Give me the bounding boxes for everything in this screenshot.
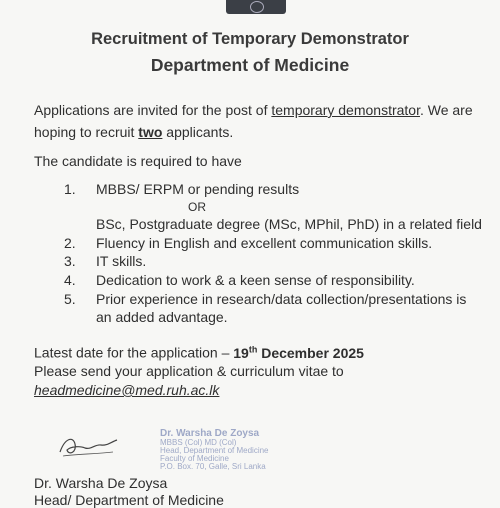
list-item: an added advantage. [96, 309, 228, 325]
intro-paragraph: Applications are invited for the post of temporary demonstrator. We are hoping to recruit two applicants. [34, 102, 473, 140]
signature-icon [55, 430, 125, 460]
applicant-count: two [138, 124, 163, 140]
requirements-heading: The candidate is required to have [34, 153, 242, 169]
list-number: 1. [64, 181, 76, 197]
send-instructions: Please send your application & curriculum vitae to [34, 363, 344, 379]
list-item: Prior experience in research/data collection/presentations is [96, 291, 467, 307]
post-name: temporary demonstrator [271, 102, 420, 118]
official-stamp: Dr. Warsha De Zoysa MBBS (Col) MD (Col) Head, Department of Medicine Faculty of Medicine P.O. Box. 70, Galle, Sri Lanka [160, 428, 269, 471]
emblem-icon [250, 1, 264, 13]
list-item: BSc, Postgraduate degree (MSc, MPhil, PhD) in a related field [96, 216, 482, 232]
department-title: Department of Medicine [150, 55, 350, 75]
list-item: Fluency in English and excellent communication skills. [96, 235, 433, 251]
list-item: MBBS/ ERPM or pending results [96, 181, 300, 197]
signatory-title: Head/ Department of Medicine [34, 492, 224, 508]
university-logo [226, 0, 286, 14]
list-number: 4. [64, 272, 76, 288]
page-title: Recruitment of Temporary Demonstrator [91, 30, 409, 48]
list-item: IT skills. [96, 253, 147, 269]
list-number: 3. [64, 253, 76, 269]
list-number: 5. [64, 291, 76, 307]
application-deadline: Latest date for the application – 19th December 2025 [34, 344, 364, 361]
list-item: Dedication to work & a keen sense of responsibility. [96, 272, 415, 288]
signatory-name: Dr. Warsha De Zoysa [34, 475, 168, 491]
list-item-or: OR [188, 200, 206, 214]
email-link[interactable]: headmedicine@med.ruh.ac.lk [34, 382, 220, 398]
list-number: 2. [64, 235, 76, 251]
